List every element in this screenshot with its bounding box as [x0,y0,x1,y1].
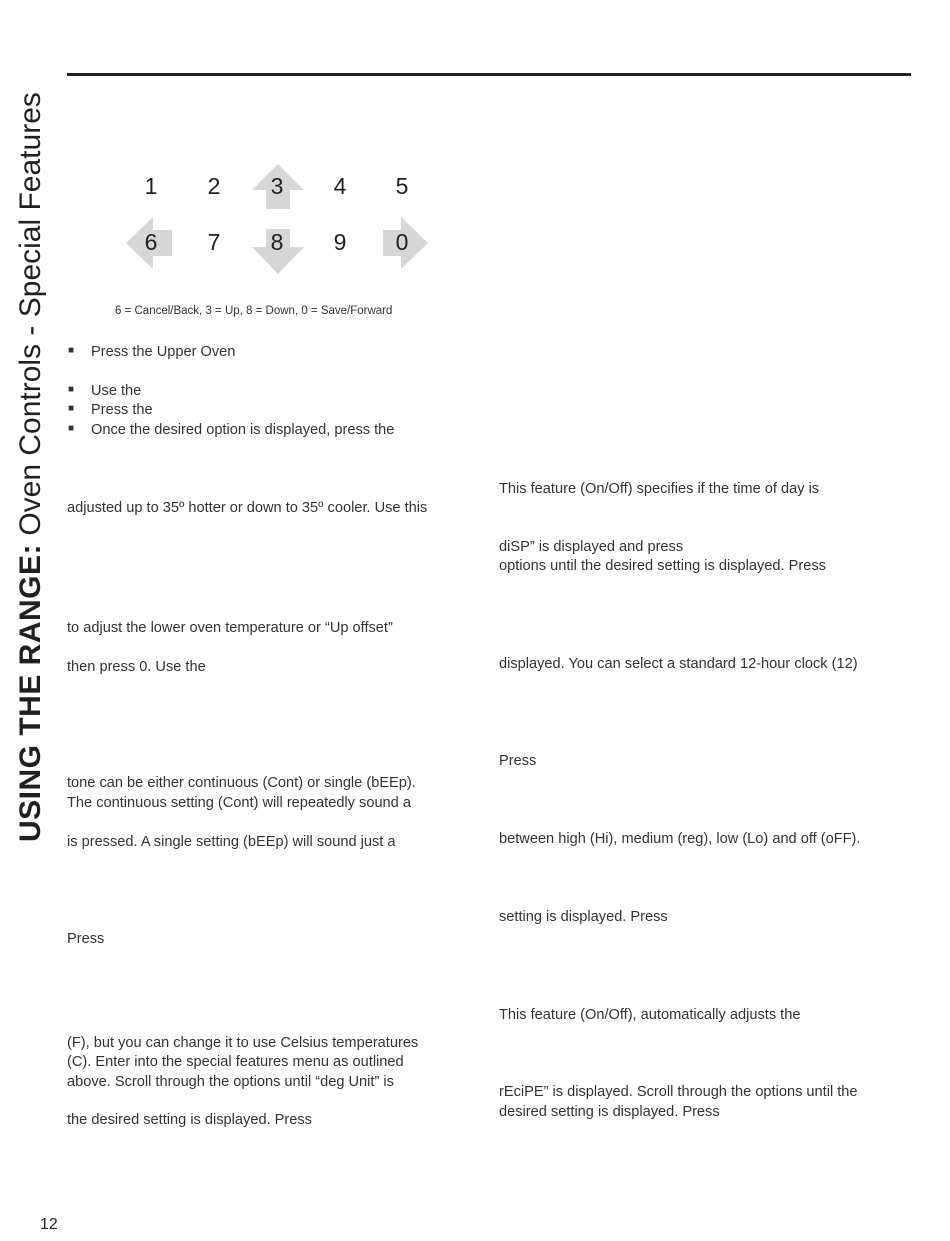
right-text-line: between high (Hi), medium (reg), low (Lo) and off (oFF). [499,831,861,847]
bullet-item: ■ Once the desired option is displayed, press the [91,422,394,438]
left-text-line: The continuous setting (Cont) will repeatedly sound a [67,795,411,811]
left-text-line: is pressed. A single setting (bEEp) will sound just a [67,834,396,850]
left-text-line: adjusted up to 35º hotter or down to 35º cooler. Use this [67,500,428,516]
left-text-line: the desired setting is displayed. Press [67,1112,312,1128]
left-text-line: to adjust the lower oven temperature or “Up offset” [67,620,393,636]
key-6: 6 [144,229,158,255]
section-title-light: Oven Controls - Special Features [14,92,47,544]
key-9: 9 [333,229,347,255]
key-7: 7 [207,229,221,255]
left-text-line: (F), but you can change it to use Celsius temperatures [67,1035,419,1051]
right-text-line: This feature (On/Off) specifies if the time of day is [499,481,820,497]
left-text-line: above. Scroll through the options until “deg Unit” is [67,1074,394,1090]
keypad-legend: 6 = Cancel/Back, 3 = Up, 8 = Down, 0 = Save/Forward [115,305,393,317]
key-4: 4 [333,173,347,199]
key-5: 5 [395,173,409,199]
left-text-line: tone can be either continuous (Cont) or single (bEEp). [67,775,416,791]
right-text-line: desired setting is displayed. Press [499,1104,720,1120]
right-text-line: options until the desired setting is displayed. Press [499,558,826,574]
key-0: 0 [395,229,409,255]
key-8: 8 [270,229,284,255]
left-text-line: then press 0. Use the [67,659,206,675]
right-text-line: This feature (On/Off), automatically adjusts the [499,1007,801,1023]
bullet-item: ■ Press the Upper Oven [91,344,235,360]
right-text-line: setting is displayed. Press [499,909,668,925]
keypad-diagram [0,0,950,317]
left-text-line: Press [67,931,105,947]
key-1: 1 [144,173,158,199]
right-text-line: rEciPE” is displayed. Scroll through the options until the [499,1084,858,1100]
page-number: 12 [40,1216,58,1233]
right-text-line: displayed. You can select a standard 12-hour clock (12) [499,656,858,672]
bullet-item: ■ Use the [91,383,141,399]
key-2: 2 [207,173,221,199]
key-3: 3 [270,173,284,199]
section-title-bold: USING THE RANGE: [14,543,47,842]
bullet-item: ■ Press the [91,402,153,418]
left-text-line: (C). Enter into the special features menu as outlined [67,1054,404,1070]
right-text-line: Press [499,753,537,769]
right-text-line: diSP” is displayed and press [499,539,684,555]
